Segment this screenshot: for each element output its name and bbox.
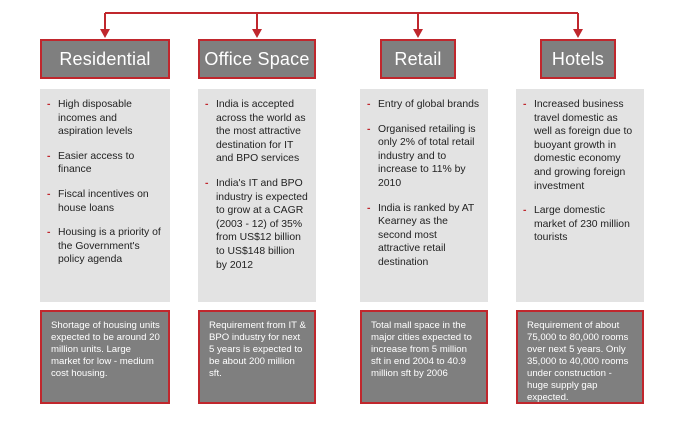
bullet-retail-1: - Entry of global brands bbox=[366, 98, 480, 112]
note-retail bbox=[360, 310, 488, 404]
header-office-space-label: Office Space bbox=[204, 48, 310, 69]
bullet-list-office-space bbox=[204, 98, 308, 272]
arrowhead-2 bbox=[252, 29, 262, 38]
note-residential-text: Shortage of housing units expected to be around 20 million units. Large market for low - medium cost housing. bbox=[51, 320, 160, 379]
panel-office-space-drivers bbox=[198, 89, 316, 302]
panel-residential-drivers bbox=[40, 89, 170, 302]
note-office-space-text: Requirement from IT & BPO industry for next 5 years is expected to be about 200 million sft. bbox=[209, 320, 306, 379]
bullet-office-space-1: - India is accepted across the world as the most attractive destination for IT and BPO services bbox=[204, 98, 308, 166]
bullet-residential-1: - High disposable incomes and aspiration levels bbox=[46, 98, 162, 139]
bullet-hotels-2: - Large domestic market of 230 million tourists bbox=[522, 204, 636, 245]
bullet-list-residential bbox=[46, 98, 162, 267]
arrowhead-4 bbox=[573, 29, 583, 38]
header-retail-label: Retail bbox=[394, 48, 442, 69]
bullet-retail-2: - Organised retailing is only 2% of total retail industry and to increase to 11% by 2010 bbox=[366, 123, 480, 191]
panel-retail-drivers bbox=[360, 89, 488, 302]
note-residential bbox=[40, 310, 170, 404]
arrowhead-3 bbox=[413, 29, 423, 38]
bullet-residential-3: - Fiscal incentives on house loans bbox=[46, 188, 162, 215]
header-office-space bbox=[198, 39, 316, 79]
header-hotels bbox=[540, 39, 616, 79]
note-hotels bbox=[516, 310, 644, 404]
bullet-residential-4: - Housing is a priority of the Government's policy agenda bbox=[46, 226, 162, 267]
bullet-list-hotels bbox=[522, 98, 636, 245]
header-retail bbox=[380, 39, 456, 79]
note-office-space bbox=[198, 310, 316, 404]
note-retail-text: Total mall space in the major cities expected to increase from 5 million sft in end 2004 to 40.9 million sft by 2006 bbox=[371, 320, 472, 379]
arrowhead-1 bbox=[100, 29, 110, 38]
panel-hotels-drivers bbox=[516, 89, 644, 302]
bullet-list-retail bbox=[366, 98, 480, 270]
bullet-retail-3: - India is ranked by AT Kearney as the second most attractive retail destination bbox=[366, 202, 480, 270]
note-hotels-text: Requirement of about 75,000 to 80,000 rooms over next 5 years. Only 35,000 to 40,000 rooms under construction - huge supply gap expected. bbox=[527, 320, 629, 403]
bullet-residential-2: - Easier access to finance bbox=[46, 150, 162, 177]
header-residential bbox=[40, 39, 170, 79]
bullet-office-space-2: - India's IT and BPO industry is expected to grow at a CAGR (2003 - 12) of 35% from US$12 billion to US$148 billion by 2012 bbox=[204, 177, 308, 272]
header-residential-label: Residential bbox=[59, 48, 151, 69]
header-hotels-label: Hotels bbox=[551, 48, 605, 69]
bullet-hotels-1: - Increased business travel domestic as well as foreign due to buoyant growth in domestic economy and growing foreign investment bbox=[522, 98, 636, 193]
